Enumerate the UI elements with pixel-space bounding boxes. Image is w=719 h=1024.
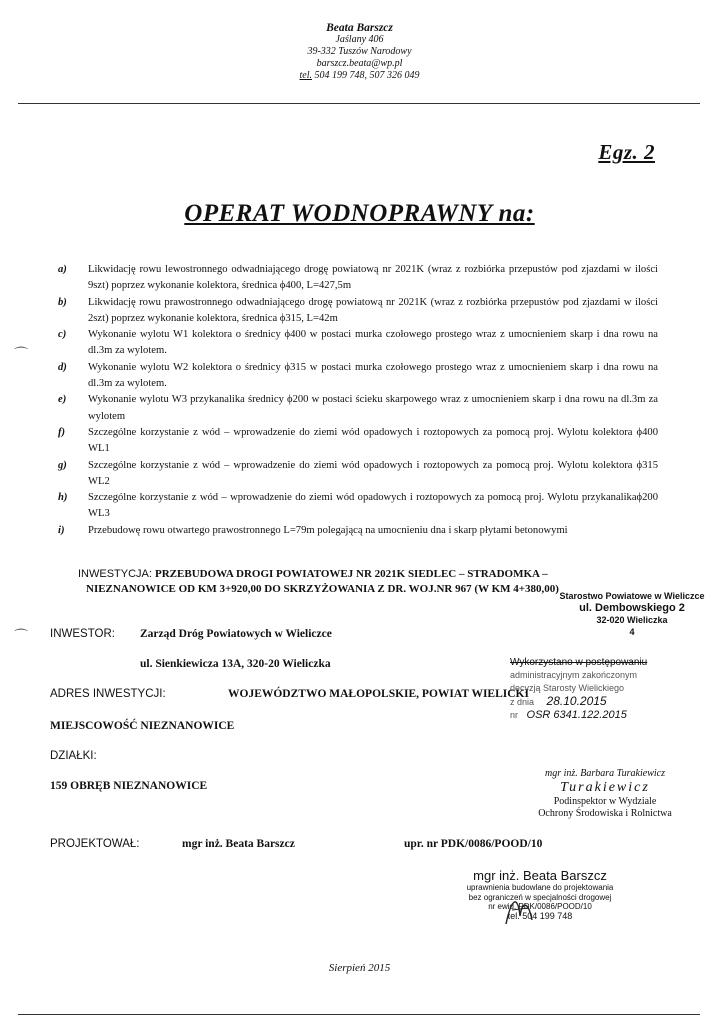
scope-list (58, 262, 658, 539)
usage-date-label: z dnia (510, 697, 535, 707)
address-label: ADRES INWESTYCJI: (50, 688, 166, 700)
official-signature: Turakiewicz (560, 780, 650, 795)
item-text: Szczególne korzystanie z wód – wprowadzenie do ziemi wód opadowych i roztopowych za pomocą proj. Wylotu przykanalikaϕ200 WL3 (88, 492, 658, 520)
item-text: Likwidację rowu prawostronnego odwadniającego drogę powiatową nr 2021K (wraz z rozbiórka przepustów pod zjazdami w ilości 2szt) poprzez wykonanie kolektora, średnica ϕ315, L=42m (88, 296, 658, 324)
item-letter: f) (58, 426, 66, 438)
designer-signature-mark (498, 890, 538, 930)
official-role-2: Ochrony Środowiska i Rolnictwa (538, 808, 672, 819)
designer-stamp-line-1: uprawnienia budowlane do projektowania (466, 883, 614, 892)
author-street: Jaślany 406 (335, 34, 384, 45)
item-letter: c) (58, 329, 67, 341)
usage-date-value: 28.10.2015 (546, 694, 607, 708)
document-title: OPERAT WODNOPRAWNY na: (184, 200, 535, 227)
usage-number-value: OSR 6341.122.2015 (526, 709, 627, 721)
usage-stamp-line-3: decyzją Starosty Wielickiego (510, 683, 625, 693)
phone-value: 504 199 748, 507 326 049 (312, 70, 420, 81)
investment-line-1: PRZEBUDOWA DROGI POWIATOWEJ NR 2021K SIEDLEC – STRADOMKA – (155, 568, 548, 580)
office-stamp (552, 590, 712, 638)
list-item (58, 327, 658, 360)
designer-label: PROJEKTOWAŁ: (50, 838, 140, 850)
item-letter: h) (58, 492, 68, 504)
list-item (58, 458, 658, 491)
item-letter: a) (58, 264, 67, 275)
investor-name: Zarząd Dróg Powiatowych w Wieliczce (140, 628, 332, 640)
official-name: mgr inż. Barbara Turakiewicz (544, 768, 665, 779)
designer-name: mgr inż. Beata Barszcz (182, 838, 295, 850)
list-item (58, 360, 658, 393)
item-letter: d) (58, 361, 67, 373)
author-email: barszcz.beata@wp.pl (316, 58, 403, 69)
designer-stamp (440, 868, 640, 921)
author-name: Beata Barszcz (326, 22, 393, 34)
designer-stamp-line-4: tel. 504 199 748 (507, 910, 573, 921)
letterhead (0, 22, 719, 82)
designer-stamp-name: mgr inż. Beata Barszcz (473, 868, 607, 883)
header-divider (18, 103, 700, 104)
item-text: Szczególne korzystanie z wód – wprowadzenie do ziemi wód opadowych i roztopowych za pomocą proj. Wylotu kolektora ϕ315 WL2 (88, 459, 658, 487)
item-text: Likwidację rowu lewostronnego odwadniającego drogę powiatową nr 2021K (wraz z rozbiórka przepustów pod zjazdami w ilości 9szt) poprzez wykonanie kolektora, średnica ϕ400, L=427,5m (88, 264, 658, 292)
official-signature-block (500, 768, 710, 820)
investment-block (78, 567, 598, 597)
item-text: Wykonanie wylotu W2 kolektora o średnicy ϕ315 w postaci murka czołowego prostego wraz z umocnieniem skarp i dna rowu na dl.3m za wylotem. (88, 361, 658, 390)
item-text: Szczególne korzystanie z wód – wprowadzenie do ziemi wód opadowych i roztopowych za pomocą proj. Wylotu kolektora ϕ400 WL1 (88, 426, 658, 455)
footer-divider (18, 1014, 700, 1015)
item-letter: g) (58, 459, 67, 471)
list-item (58, 425, 658, 458)
document-date: Sierpień 2015 (328, 962, 391, 974)
item-text: Przebudowę rowu otwartego prawostronnego L=79m polegającą na umocnieniu dna i skarp płytami betonowymi (88, 524, 568, 536)
item-text: Wykonanie wylotu W1 kolektora o średnicy ϕ400 w postaci murka czołowego prostego wraz z umocnieniem skarp i dna rowu na dl.3m za wylotem. (88, 329, 658, 357)
designer-stamp-line-2: bez ograniczeń w specjalności drogowej (468, 892, 612, 902)
investment-line-2: NIEZNANOWICE OD KM 3+920,00 DO SKRZYŻOWANIA Z DR. WOJ.NR 967 (W KM 4+380,00) (86, 583, 559, 595)
locality: MIEJSCOWOŚĆ NIEZNANOWICE (50, 720, 235, 732)
usage-stamp (510, 656, 710, 722)
office-stamp-line-4: 4 (629, 627, 635, 637)
plots-label: DZIAŁKI: (50, 750, 97, 762)
list-item (58, 392, 658, 425)
author-phone (0, 70, 719, 82)
designer-license: upr. nr PDK/0086/POOD/10 (404, 838, 543, 850)
list-item (58, 490, 658, 523)
official-role-1: Podinspektor w Wydziale (553, 796, 657, 807)
plots-value: 159 OBRĘB NIEZNANOWICE (50, 780, 208, 792)
address-value: WOJEWÓDZTWO MAŁOPOLSKIE, POWIAT WIELICKI (228, 688, 529, 700)
margin-mark: ⌒ (14, 630, 28, 645)
investor-label: INWESTOR: (50, 628, 115, 640)
usage-stamp-line-2: administracyjnym zakończonym (510, 670, 638, 680)
item-letter: e) (58, 394, 67, 406)
list-item (58, 523, 658, 539)
designer-stamp-line-3: nr ewid. PDK/0086/POOD/10 (488, 902, 592, 911)
office-stamp-line-2: ul. Dembowskiego 2 (579, 602, 685, 614)
office-stamp-line-1: Starostwo Powiatowe w Wieliczce (559, 591, 705, 601)
usage-number-label: nr (510, 710, 519, 720)
margin-mark: ⌒ (14, 348, 28, 363)
item-letter: i) (58, 524, 65, 536)
list-item (58, 262, 658, 295)
investment-label: INWESTYCJA: (78, 568, 156, 580)
office-stamp-line-3: 32-020 Wieliczka (596, 615, 668, 625)
usage-stamp-line-1: Wykorzystano w postępowaniu (510, 657, 648, 668)
item-text: Wykonanie wylotu W3 przykanalika średnicy ϕ200 w postaci ścieku skarpowego wraz z umocnieniem skarp i dna rowu na dl.3m za wylotem (88, 394, 658, 422)
item-letter: b) (58, 296, 67, 308)
copy-label: Egz. 2 (598, 140, 655, 164)
phone-label: tel. (299, 70, 312, 81)
list-item (58, 295, 658, 328)
investor-address: ul. Sienkiewicza 13A, 320-20 Wieliczka (140, 658, 331, 670)
author-city: 39-332 Tuszów Narodowy (307, 46, 412, 57)
